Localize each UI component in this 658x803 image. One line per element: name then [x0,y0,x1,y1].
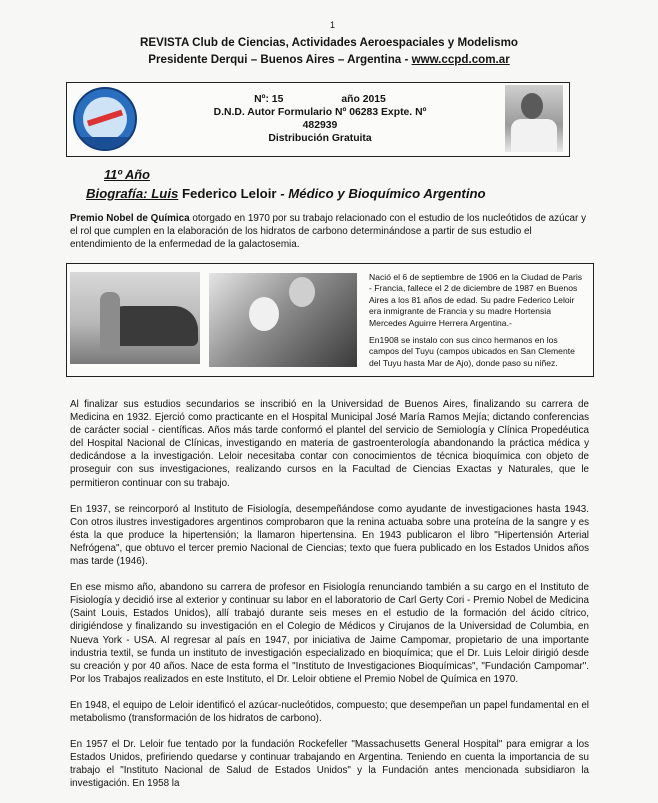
caption-birth: Nació el 6 de septiembre de 1906 en la Ciudad de Paris - Francia, fallece el 2 de diciembre de 1987 en Buenos Aires a los 81 años de edad. Su padre Federico Leloir era inmigrante de Francia y su madre Hortensia Mercedes Aguirre Herrera Argentina.- [369,272,583,328]
registration-number: D.N.D. Autor Formulario Nº 06283 Expte. Nº 482939 [213,107,427,131]
distribution-note: Distribución Gratuita [268,133,372,144]
title-prefix: Biografía: Luis [86,186,179,201]
masthead-subtitle [0,51,658,68]
lab-photo [209,273,357,367]
issue-number: Nº: 15 [254,94,284,105]
leloir-portrait-photo [505,85,563,152]
intro-paragraph [70,212,588,251]
masthead-location: Presidente Derqui – Buenos Aires – Argentina - [148,53,412,66]
masthead [0,34,658,68]
masthead-title: REVISTA Club de Ciencias, Actividades Aeroespaciales y Modelismo [140,36,518,49]
issue-year: año 2015 [341,94,386,105]
issue-info [195,93,445,145]
photo-caption [369,272,585,375]
website-link[interactable]: www.ccpd.com.ar [411,53,510,66]
club-logo-icon [73,87,137,151]
page-number: 1 [330,20,336,30]
intro-text: otorgado en 1970 por su trabajo relacionado con el estudio de los nucleótidos de azúcar y el rol que cumplen en la elaboración de los hidratos de carbono determinándose a partir de sus estudio el entendimiento de la enfermedad de la galactosemia. [70,213,587,250]
body-paragraph-4: En 1948, el equipo de Leloir identificó el azúcar-nucleótidos, compuesto; que desempeñan un papel fundamental en el metabolismo (transformación de los hidratos de carbono). [70,699,589,724]
caption-childhood: En1908 se instalo con sus cinco hermanos en los campos del Tuyu (campos ubicados en San Clemente del Tuyu hasta Mar de Ajo), donde paso su niñez. [369,335,575,368]
article-title [86,186,486,201]
body-paragraph-3: En ese mismo año, abandono su carrera de profesor en Fisiología renunciando también a su cargo en el Instituto de Fisiología y decidió irse al exterior y continuar su labor en el laboratorio de Carl Gerty Cori - Premio Nobel de Medicina (Saint Louis, Estados Unidos), allí trabajó durante seis meses en el estudio de la formación del ácido cítrico, dirigiéndose y finalizando su investigación en el Colegio de Médicos y Cirujanos de la Universidad de Columbia, en Nueva York - USA. Al regresar al país en 1947, por iniciativa de Jaime Campomar, propietario de una importante industria textil, se funda un instituto de investigación especializado en bioquímica; que el Dr. Luis Leloir dirigió desde su creación y por 40 años. Nace de esta forma el "Instituto de Investigaciones Bioquímicas", "Fundación Campomar". Por los Trabajos realizados en este Instituto, el Dr. Leloir obtiene el Premio Nobel de Química en 1970. [70,582,589,685]
intro-bold: Premio Nobel de Química [70,213,190,224]
body-paragraph-5: En 1957 el Dr. Leloir fue tentado por la fundación Rockefeller "Massachusetts General Hospital" para emigrar a los Estados Unidos, prefiriendo quedarse y continuar trabajando en Argentina. Teniendo en cuenta la importancia de su trabajo el "Instituto Nacional de Salud de Estados Unidos" y la Fundación antes mencionada subsidiaron la investigación. En 1958 la [70,739,589,790]
car-photo [70,272,200,364]
body-paragraph-1: Al finalizar sus estudios secundarios se inscribió en la Universidad de Buenos Aires, finalizando su carrera de Medicina en 1932. Ejerció como practicante en el Hospital Municipal José María Ramos Mejía; dictando conferencias de carácter social - científicas. Años más tarde conformó el plantel del servicio de Semiología y Clínica Propedéutica del Hospital Nacional de Clínicas, investigando en materia de gastroenterología abandonando la práctica médica y dedicándose a la investigación. Leloir necesitaba contar con conocimientos de técnica bioquímica con objeto de proseguir con sus investigaciones, realizando cursos en la Facultad de Ciencias Exactas y Naturales, que le permitieron continuar con su trabajo. [70,399,589,489]
year-label: 11º Año [104,167,150,182]
photo-section [66,263,594,377]
body-paragraph-2: En 1937, se reincorporó al Instituto de Fisiología, desempeñándose como ayudante de investigaciones hasta 1943. Con otros ilustres investigadores argentinos comprobaron que la renina actuaba sobre una proteína de la sangre y es ésta la que produce la hipertensión; la llamaron hipertensina. En 1943 publicaron el libro "Hipertensión Arterial Nefrógena", que obtuvo el tercer premio Nacional de Ciencias; texto que fuera publicado en los Estados Unidos años mas tarde (1946). [70,503,589,568]
article-body [70,398,589,803]
issue-header-box [66,82,570,157]
title-name: Federico Leloir [178,186,281,201]
title-suffix: - Médico y Bioquímico Argentino [280,186,486,201]
